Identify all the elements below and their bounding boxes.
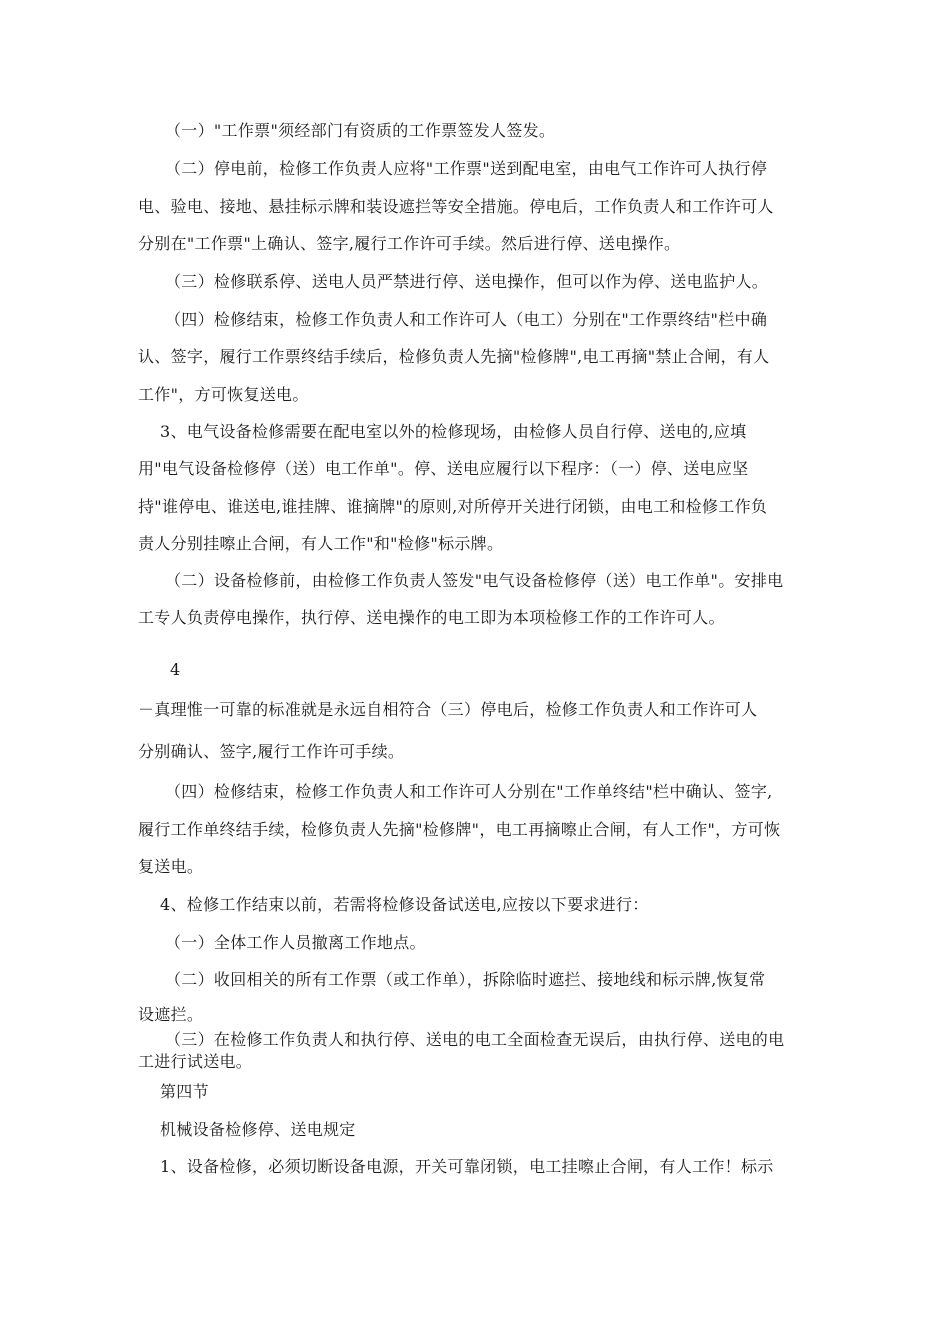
text-line: 分别在"工作票"上确认、签字,履行工作许可手续。然后进行停、送电操作。 xyxy=(138,234,681,253)
text-line: 认、签字，履行工作票终结手续后，检修负责人先摘"检修牌",电工再摘"禁止合闸，有人 xyxy=(138,347,770,366)
text-line: （二）设备检修前，由检修工作负责人签发"电气设备检修停（送）电工作单"。安排电 xyxy=(165,571,784,590)
text-line: －真理惟一可靠的标准就是永远自相符合（三）停电后，检修工作负责人和工作许可人 xyxy=(138,700,758,719)
text-line: （一）"工作票"须经部门有资质的工作票签发人签发。 xyxy=(165,121,556,140)
text-line: （四）检修结束，检修工作负责人和工作许可人分别在"工作单终结"栏中确认、签字, xyxy=(165,782,773,801)
text-line: 电、验电、接地、悬挂标示牌和装设遮拦等安全措施。停电后，工作负责人和工作许可人 xyxy=(138,197,774,216)
text-line: 持"谁停电、谁送电,谁挂牌、谁摘牌"的原则,对所停开关进行闭锁，由电工和检修工作负 xyxy=(138,497,768,516)
section-title: 机械设备检修停、送电规定 xyxy=(160,1120,356,1139)
text-line: （三）检修联系停、送电人员严禁进行停、送电操作，但可以作为停、送电监护人。 xyxy=(165,272,769,291)
text-line: 3、电气设备检修需要在配电室以外的检修现场，由检修人员自行停、送电的,应填 xyxy=(160,422,747,441)
text-line: （四）检修结束，检修工作负责人和工作许可人（电工）分别在"工作票终结"栏中确 xyxy=(165,310,768,329)
text-line: 工作"，方可恢复送电。 xyxy=(138,385,309,404)
text-line: 工进行试送电。 xyxy=(138,1052,253,1071)
text-line: 1、设备检修，必须切断设备电源，开关可靠闭锁，电工挂嚓止合闸，有人工作！标示 xyxy=(160,1157,774,1176)
text-line: （二）收回相关的所有工作票（或工作单），拆除临时遮拦、接地线和标示牌,恢复常 xyxy=(165,970,766,989)
text-line: 工专人负责停电操作，执行停、送电操作的电工即为本项检修工作的工作许可人。 xyxy=(138,608,725,627)
text-line: 4、检修工作结束以前，若需将检修设备试送电,应按以下要求进行： xyxy=(160,895,649,914)
section-heading: 第四节 xyxy=(160,1082,209,1101)
text-line: （三）在检修工作负责人和执行停、送电的电工全面检查无误后，由执行停、送电的电 xyxy=(165,1030,785,1049)
text-line: 责人分别挂嚓止合闸，有人工作"和"检修"标示牌。 xyxy=(138,534,504,553)
text-line: 分别确认、签字,履行工作许可手续。 xyxy=(138,742,405,761)
text-line: 用"电气设备检修停（送）电工作单"。停、送电应履行以下程序：（一）停、送电应坚 xyxy=(138,459,749,478)
text-line: 设遮拦。 xyxy=(138,1005,204,1024)
text-line: （一）全体工作人员撤离工作地点。 xyxy=(165,933,426,952)
text-line: 复送电。 xyxy=(138,857,204,876)
page-number: 4 xyxy=(170,660,181,679)
text-line: 履行工作单终结手续，检修负责人先摘"检修牌"，电工再摘嚓止合闸，有人工作"，方可恢 xyxy=(138,820,781,839)
text-line: （二）停电前，检修工作负责人应将"工作票"送到配电室，由电气工作许可人执行停 xyxy=(165,159,768,178)
